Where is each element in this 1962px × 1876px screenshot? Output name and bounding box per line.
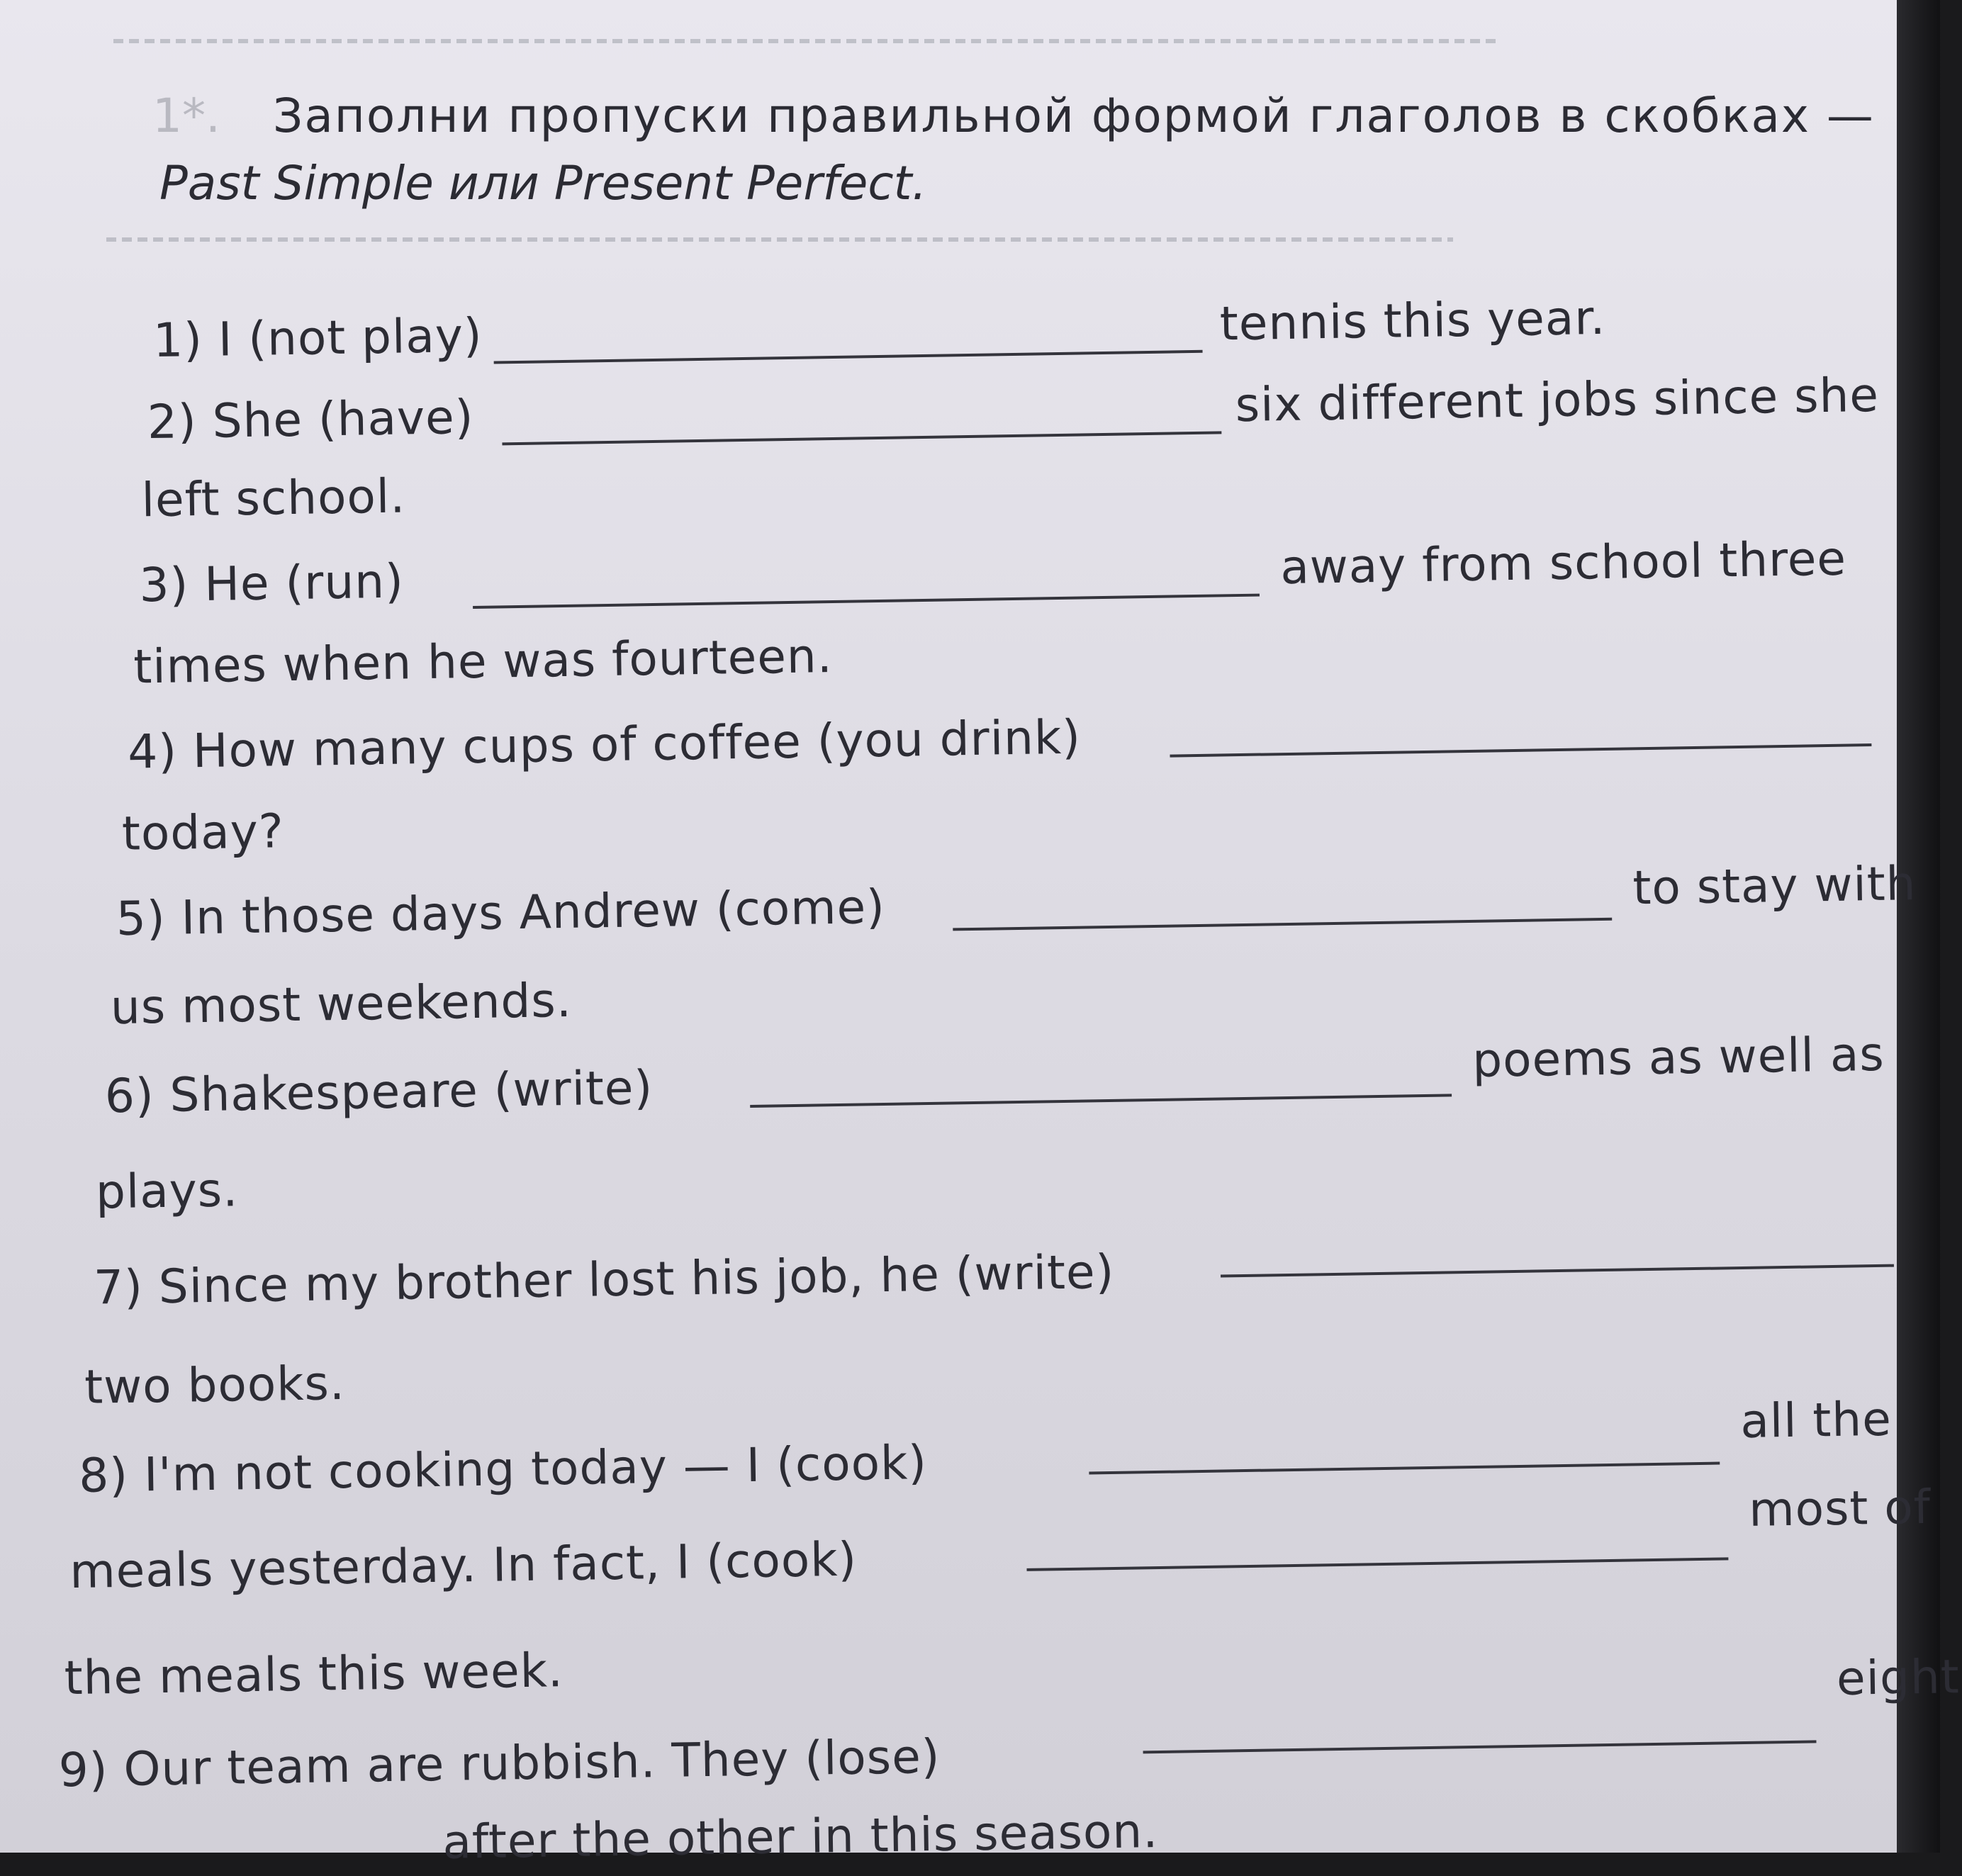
item-4-answer-blank[interactable] [1170,743,1871,758]
item-8-rest: all the [1739,1391,1893,1449]
item-9-answer-blank[interactable] [1143,1740,1817,1753]
item-7-prompt: 7) Since my brother lost his job, he (write) [93,1244,1115,1315]
item-8b-rest: most of [1748,1479,1932,1537]
item-5-rest: to stay with [1632,856,1917,916]
item-8b-answer-blank[interactable] [1026,1557,1728,1571]
item-8-answer-blank[interactable] [1089,1462,1720,1475]
item-2-rest: six different jobs since she [1235,367,1880,433]
item-6-answer-blank[interactable] [750,1094,1452,1108]
task-number: 1*. [152,89,220,143]
item-4-prompt: 4) How many cups of coffee (you drink) [127,709,1082,780]
item-5-answer-blank[interactable] [953,918,1612,931]
item-2-continuation: left school. [141,468,406,528]
item-8b-continuation: the meals this week. [64,1643,564,1706]
item-3-continuation: times when he was fourteen. [133,629,834,695]
item-9-rest: eight [1836,1649,1961,1706]
item-3-answer-blank[interactable] [473,594,1260,609]
item-7-continuation: two books. [84,1355,346,1415]
item-5-continuation: us most weekends. [110,972,573,1035]
item-2-prompt: 2) She (have) [147,389,474,450]
task-instruction: Заполни пропуски правильной формой глаголов в скобках — [273,89,1875,143]
item-4-continuation: today? [121,804,285,861]
item-1-prompt: 1) I (not play) [152,308,483,369]
item-9-prompt: 9) Our team are rubbish. They (lose) [58,1729,941,1798]
item-5-prompt: 5) In those days Andrew (come) [116,879,886,946]
item-9-continuation: after the other in this season. [442,1804,1159,1870]
item-8b-prompt: meals yesterday. In fact, I (cook) [69,1532,858,1600]
item-6-prompt: 6) Shakespeare (write) [104,1060,654,1124]
task-subtitle: Past Simple или Present Perfect. [159,156,927,210]
item-1-rest: tennis this year. [1219,290,1606,352]
item-6-rest: poems as well as [1472,1026,1885,1088]
item-1-answer-blank[interactable] [494,350,1203,364]
item-7-answer-blank[interactable] [1221,1264,1894,1278]
item-3-rest: away from school three [1279,531,1847,595]
item-3-prompt: 3) He (run) [138,554,405,613]
item-6-continuation: plays. [95,1162,239,1220]
item-8-prompt: 8) I'm not cooking today — I (cook) [78,1435,928,1503]
item-2-answer-blank[interactable] [502,431,1221,445]
